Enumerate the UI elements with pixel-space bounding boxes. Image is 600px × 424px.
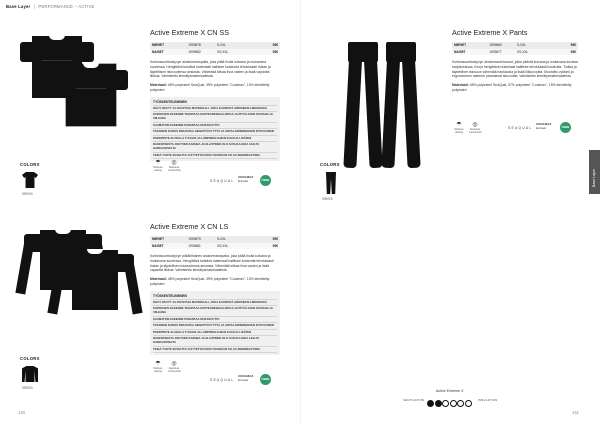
header-separator: |	[33, 4, 36, 9]
spec-price: 55€	[264, 49, 280, 56]
page-header	[6, 4, 95, 9]
page-number-left: 140	[18, 410, 25, 415]
feature-item: PAINOPISTE ALUEILLA TUULEN JA LÄMPIMÄN ILMAN KULKUA LISÄTEN	[153, 136, 277, 143]
fibre-badge: FIBRE	[560, 122, 571, 133]
color-swatch-black[interactable]	[326, 172, 336, 194]
feature-item: OHUT, KEVYT JA JOUSTAVA MATERIAALI, JOKA EI KIRISTÄ ARKISEKSI LIIKKEESSÄ	[153, 300, 277, 307]
spec-row	[150, 49, 280, 56]
coolmax-logo: COOLMAX Ecomade	[238, 175, 254, 183]
section-side-tab[interactable]	[589, 150, 600, 194]
spec-code: 1909678	[186, 42, 215, 49]
fibre-badge: FIBRE	[260, 374, 271, 385]
color-swatch-black[interactable]	[22, 366, 38, 382]
material-value: 48% polyesteri SeaQual, 39% polyesteri "Coolmax", 13% kierrätetty polyesteri	[150, 83, 270, 92]
color-swatch-black[interactable]	[22, 172, 38, 188]
material-label: Materiaali:	[150, 277, 167, 282]
spec-sizes: XS-XXL	[215, 49, 264, 56]
product-description: Korkeasuorituskyvyn aluskerrastopaita, joka pitää iholla kuivana ja mukavana suoriessa. Hengittävä kestävä materiaali hallitsee kosteutta tehokkaasti tiukan ja täydellisen istuvuutensa ansiosta. Vähentää kitkaa ihoa vasten ja lisää vapautta liikkua. Valmistettu kierrätysmateriaaleista.	[150, 60, 271, 79]
fibre-badge: FIBRE	[260, 175, 271, 186]
product-title: Active Extreme X CN SS	[150, 28, 230, 37]
feature-item: TASAINEN KUDOS PARANTAA HENGITTÄVYYTTÄ JA ANTAA ERINOMAISEN ISTUVUUDEN	[153, 323, 277, 330]
spec-row	[150, 243, 280, 250]
feature-item: RAKENTEESTA JOHTUEN KARHEA JA ELASTINEN OLO SUOJAA IHOA LIIALTA HANKAUKSELTA	[153, 336, 277, 346]
colors-label: COLORS	[20, 162, 40, 167]
feature-item: TIHEÄ TUOTE SOVELTUU KÄYTETTÄVÄKSI YKSINÄÄN TAI ALUSKERRASTONA	[153, 347, 277, 354]
page-gutter	[300, 0, 301, 424]
spec-price: 59€	[264, 236, 280, 243]
pants-women-image	[386, 42, 416, 170]
product-material	[150, 83, 280, 93]
header-section: Base Layer	[6, 4, 31, 9]
spec-code: 1909682	[186, 49, 215, 56]
spec-price: 59€	[563, 42, 578, 49]
spec-code: 1909683	[487, 42, 515, 49]
spec-table	[452, 42, 578, 55]
swatch-caption: 999000	[22, 386, 33, 390]
feature-heading: TYÖSKENTELEMINEN	[153, 293, 277, 300]
seaqual-logo: SEAQUAL	[210, 179, 235, 183]
spec-price: 59€	[563, 49, 578, 56]
feature-list	[150, 291, 280, 355]
spec-gender: NAISET	[150, 243, 186, 250]
moisture-wicking-icon: ☂ Moisture wicking	[153, 160, 163, 172]
material-value: 48% polyesteri SeaQual, 39% polyesteri "Coolmax", 13% kierrätetty polyesteri	[150, 277, 270, 286]
scale-dot	[435, 400, 442, 407]
longsleeve-front-image	[40, 230, 86, 290]
feature-item: TASAINEN KUDOS PARANTAA HENGITTÄVYYTTÄ JA ANTAA ERINOMAISEN ISTUVUUDEN	[153, 129, 277, 136]
product-block-ss	[150, 28, 280, 161]
spec-row	[452, 49, 578, 56]
moisture-wicking-icon: ☂ Moisture wicking	[153, 361, 163, 373]
scale-dot	[457, 400, 464, 407]
material-label: Materiaali:	[150, 83, 167, 88]
spec-sizes: S-XXL	[215, 236, 264, 243]
colors-label: COLORS	[20, 356, 40, 361]
scale-dot	[427, 400, 434, 407]
seamless-icon: ◎ Seamless construction	[168, 160, 181, 172]
scale-left-label: VENTILATION	[403, 398, 425, 402]
product-material	[452, 83, 578, 93]
swatch-caption: 999000	[22, 192, 33, 196]
scale-title: Active Extreme X	[436, 389, 464, 393]
spec-gender: MIEHET	[150, 236, 186, 243]
swatch-caption: 999000	[322, 197, 333, 201]
scale-dot	[465, 400, 472, 407]
spec-table	[150, 236, 280, 249]
seamless-icon: ◎ Seamless construction	[168, 361, 181, 373]
spec-gender: NAISET	[150, 49, 186, 56]
feature-heading: TYÖSKENTELEMINEN	[153, 99, 277, 106]
product-material	[150, 277, 280, 287]
feature-item: KUDOKSEN RAKENNE TEHOSTAA KOSTEUDENHALLINTAA JA PITÄÄ IHOSI KUIVANA JA VIILEÄNÄ	[153, 112, 277, 122]
product-block-ls	[150, 222, 280, 355]
scale-dot	[450, 400, 457, 407]
seamless-icon: ◎ Seamless construction	[469, 122, 482, 134]
product-title: Active Extreme X CN LS	[150, 222, 229, 231]
spec-sizes: XS-XXL	[215, 243, 264, 250]
product-description: Korkeasuorituskyvyn aluskerrastohousut, jotka pitävät kuivana ja mukavana kovissa harjoituksissa. Kevyt hengittävä materiaali hallitsee tehokkaasti kosteutta. Tiukka ja täydellinen istuvuus vähentää hankausta ja lisää liikkuvuutta. Muotoiltu vyötärö ja ergonominen rakenne parantavat istuvuutta. Valmistettu kierrätysmateriaaleista.	[452, 60, 578, 79]
coolmax-logo: COOLMAX Ecomade	[536, 122, 552, 130]
feature-list	[150, 97, 280, 161]
scale-right-label: INSULATION	[478, 398, 498, 402]
feature-item: OHUT, KEVYT JA JOUSTAVA MATERIAALI, JOKA EI KIRISTÄ ARKISEKSI LIIKKEESSÄ	[153, 106, 277, 113]
feature-item: TIHEÄ TUOTE SOVELTUU KÄYTETTÄVÄKSI YKSINÄÄN TAI ALUSKERRASTONA	[153, 153, 277, 160]
page-number-right: 141	[572, 410, 579, 415]
feature-item: SAUMATON RAKENNE PARANTAA MUKAVUUTTA	[153, 317, 277, 324]
spec-sizes: S-XXL	[215, 42, 264, 49]
spec-gender: NAISET	[452, 49, 487, 56]
moisture-wicking-icon: ☂ Moisture wicking	[454, 122, 464, 134]
insulation-scale	[427, 395, 473, 403]
seaqual-logo: SEAQUAL	[508, 126, 533, 130]
feature-item: KUDOKSEN RAKENNE TEHOSTAA KOSTEUDENHALLINTAA JA PITÄÄ IHOSI KUIVANA JA VIILEÄNÄ	[153, 306, 277, 316]
spec-code: 1909681	[186, 243, 215, 250]
product-title: Active Extreme X Pants	[452, 28, 528, 37]
side-tab-label: Base Layer	[592, 168, 596, 187]
feature-item: RAKENTEESTA JOHTUEN KARHEA JA ELASTINEN OLO SUOJAA IHOA LIIALTA HANKAUKSELTA	[153, 142, 277, 152]
product-block-pants	[452, 28, 578, 97]
scale-dot	[442, 400, 449, 407]
tee-front-image	[32, 36, 82, 98]
feature-item: PAINOPISTE ALUEILLA TUULEN JA LÄMPIMÄN ILMAN KULKUA LISÄTEN	[153, 330, 277, 337]
spec-price: 55€	[264, 42, 280, 49]
seaqual-logo: SEAQUAL	[210, 378, 235, 382]
header-subsection: PERFORMANCE – ACTIVE	[38, 4, 95, 9]
feature-item: SAUMATON RAKENNE PARANTAA MUKAVUUTTA	[153, 123, 277, 130]
spec-gender: MIEHET	[150, 42, 186, 49]
spec-sizes: XS-XXL	[515, 49, 563, 56]
spec-code: 1909679	[186, 236, 215, 243]
spec-gender: MIEHET	[452, 42, 487, 49]
product-description: Korkeasuorituskyvyn pitkähihainen aluskerrastopaita, joka pitää iholla kuivana ja mukavana suoriessa. Hengittävä kestävä materiaali hallitsee kosteutta tehokkaasti tiukan ja täydellisen istuvuutensa ansiosta. Vähentää kitkaa ihoa vasten ja lisää vapautta liikkua. Valmistettu kierrätysmateriaaleista.	[150, 254, 274, 273]
spec-code: 1909677	[487, 49, 515, 56]
colors-label: COLORS	[320, 162, 340, 167]
material-value: 48% polyesteri SeaQual, 37% polyesteri "Coolmax", 15% kierrätetty polyesteri	[452, 83, 572, 92]
coolmax-logo: COOLMAX Ecomade	[238, 374, 254, 382]
pants-men-image	[348, 42, 378, 170]
spec-sizes: S-XXL	[515, 42, 563, 49]
spec-price: 59€	[264, 243, 280, 250]
spec-table	[150, 42, 280, 55]
material-label: Materiaali:	[452, 83, 469, 88]
